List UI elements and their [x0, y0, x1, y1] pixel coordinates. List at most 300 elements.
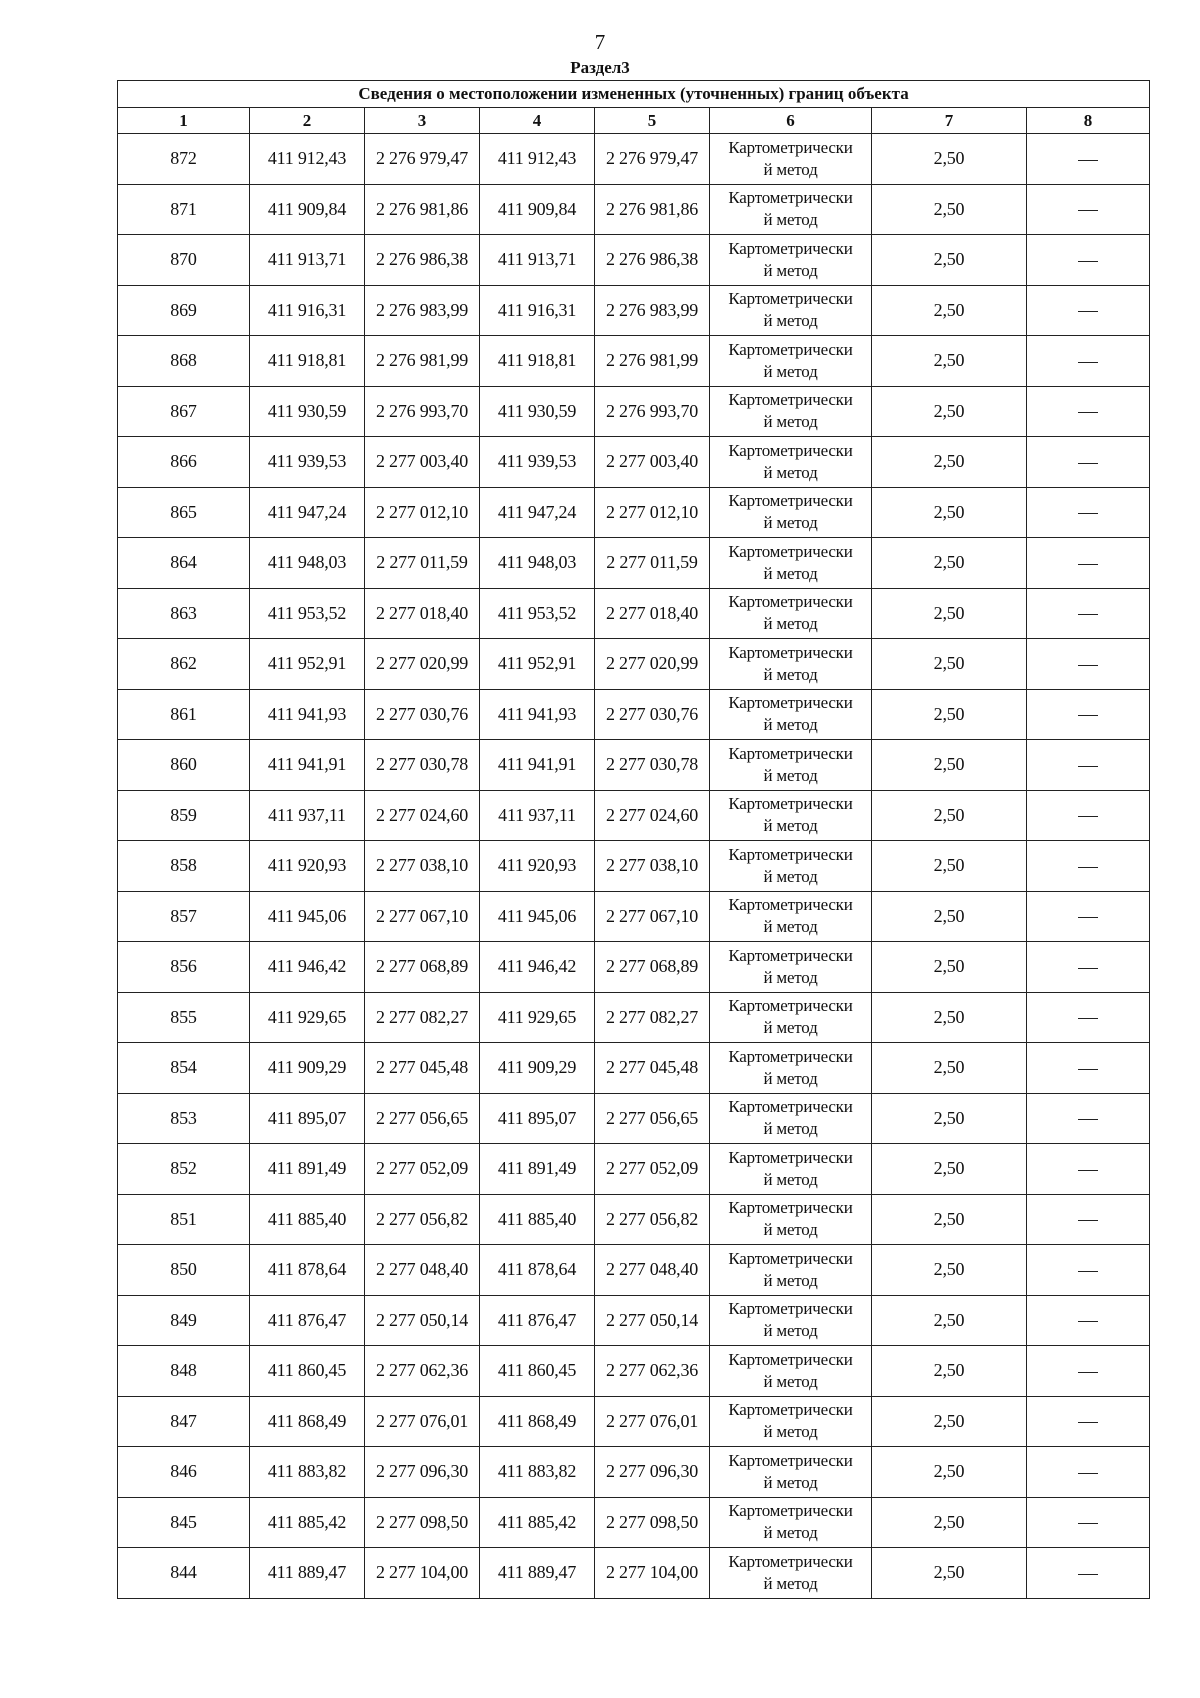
method-line-1: Картометрически	[728, 895, 853, 915]
note-cell	[1027, 588, 1150, 639]
table-row	[118, 437, 1150, 488]
method-cell	[710, 740, 872, 791]
method-line-2: й метод	[763, 816, 818, 836]
method-line-1: Картометрически	[728, 1299, 853, 1319]
method-line-1: Картометрически	[728, 1046, 853, 1066]
y-new-cell: 2 277 045,48	[595, 1043, 710, 1094]
note-cell	[1027, 1093, 1150, 1144]
y-new-cell: 2 277 076,01	[595, 1396, 710, 1447]
accuracy-cell: 2,50	[872, 1093, 1027, 1144]
accuracy-cell: 2,50	[872, 588, 1027, 639]
y-cell: 2 277 067,10	[365, 891, 480, 942]
method-line-2: й метод	[763, 260, 818, 280]
x-new-cell: 411 941,93	[480, 689, 595, 740]
method-line-1: Картометрически	[728, 945, 853, 965]
column-header: 6	[710, 108, 872, 134]
em-dash-icon	[1078, 1119, 1098, 1120]
x-new-cell: 411 912,43	[480, 134, 595, 185]
note-cell	[1027, 1245, 1150, 1296]
y-new-cell: 2 277 048,40	[595, 1245, 710, 1296]
y-cell: 2 277 056,65	[365, 1093, 480, 1144]
method-cell	[710, 891, 872, 942]
note-cell	[1027, 285, 1150, 336]
x-new-cell: 411 946,42	[480, 942, 595, 993]
method-line-2: й метод	[763, 210, 818, 230]
column-header: 5	[595, 108, 710, 134]
x-new-cell: 411 891,49	[480, 1144, 595, 1195]
point-id-cell: 846	[118, 1447, 250, 1498]
method-line-2: й метод	[763, 1270, 818, 1290]
em-dash-icon	[1078, 160, 1098, 161]
y-cell: 2 276 983,99	[365, 285, 480, 336]
x-cell: 411 895,07	[250, 1093, 365, 1144]
method-line-2: й метод	[763, 462, 818, 482]
table-caption: Сведения о местоположении измененных (уточненных) границ объекта	[118, 81, 1150, 108]
x-new-cell: 411 889,47	[480, 1548, 595, 1599]
x-new-cell: 411 939,53	[480, 437, 595, 488]
y-new-cell: 2 277 030,78	[595, 740, 710, 791]
x-new-cell: 411 920,93	[480, 841, 595, 892]
accuracy-cell: 2,50	[872, 740, 1027, 791]
y-cell: 2 277 030,76	[365, 689, 480, 740]
em-dash-icon	[1078, 513, 1098, 514]
table-row	[118, 1245, 1150, 1296]
table-body	[118, 134, 1150, 1599]
method-cell	[710, 992, 872, 1043]
x-cell: 411 948,03	[250, 538, 365, 589]
y-cell: 2 277 050,14	[365, 1295, 480, 1346]
x-cell: 411 883,82	[250, 1447, 365, 1498]
method-line-1: Картометрически	[728, 996, 853, 1016]
y-new-cell: 2 276 986,38	[595, 235, 710, 286]
y-new-cell: 2 277 050,14	[595, 1295, 710, 1346]
method-line-1: Картометрически	[728, 592, 853, 612]
y-new-cell: 2 277 018,40	[595, 588, 710, 639]
x-new-cell: 411 941,91	[480, 740, 595, 791]
y-new-cell: 2 277 068,89	[595, 942, 710, 993]
column-header: 8	[1027, 108, 1150, 134]
method-cell	[710, 1245, 872, 1296]
accuracy-cell: 2,50	[872, 639, 1027, 690]
em-dash-icon	[1078, 311, 1098, 312]
y-new-cell: 2 277 052,09	[595, 1144, 710, 1195]
x-new-cell: 411 945,06	[480, 891, 595, 942]
method-cell	[710, 184, 872, 235]
method-line-2: й метод	[763, 1573, 818, 1593]
point-id-cell: 871	[118, 184, 250, 235]
accuracy-cell: 2,50	[872, 1346, 1027, 1397]
accuracy-cell: 2,50	[872, 1396, 1027, 1447]
em-dash-icon	[1078, 1372, 1098, 1373]
method-line-1: Картометрически	[728, 390, 853, 410]
table-row	[118, 1043, 1150, 1094]
note-cell	[1027, 1548, 1150, 1599]
method-line-2: й метод	[763, 664, 818, 684]
accuracy-cell: 2,50	[872, 1295, 1027, 1346]
em-dash-icon	[1078, 715, 1098, 716]
em-dash-icon	[1078, 412, 1098, 413]
note-cell	[1027, 740, 1150, 791]
column-header: 2	[250, 108, 365, 134]
y-cell: 2 277 048,40	[365, 1245, 480, 1296]
method-cell	[710, 336, 872, 387]
method-cell	[710, 588, 872, 639]
point-id-cell: 862	[118, 639, 250, 690]
method-line-2: й метод	[763, 1169, 818, 1189]
y-cell: 2 276 979,47	[365, 134, 480, 185]
method-line-1: Картометрически	[728, 844, 853, 864]
table-row	[118, 841, 1150, 892]
table-row	[118, 285, 1150, 336]
method-cell	[710, 790, 872, 841]
point-id-cell: 856	[118, 942, 250, 993]
method-line-1: Картометрически	[728, 642, 853, 662]
note-cell	[1027, 1295, 1150, 1346]
method-line-2: й метод	[763, 311, 818, 331]
method-cell	[710, 1093, 872, 1144]
note-cell	[1027, 992, 1150, 1043]
method-line-1: Картометрически	[728, 743, 853, 763]
note-cell	[1027, 1043, 1150, 1094]
y-cell: 2 277 098,50	[365, 1497, 480, 1548]
table-row	[118, 1447, 1150, 1498]
method-cell	[710, 538, 872, 589]
accuracy-cell: 2,50	[872, 285, 1027, 336]
em-dash-icon	[1078, 867, 1098, 868]
point-id-cell: 853	[118, 1093, 250, 1144]
x-new-cell: 411 916,31	[480, 285, 595, 336]
x-cell: 411 941,91	[250, 740, 365, 791]
point-id-cell: 865	[118, 487, 250, 538]
column-header: 1	[118, 108, 250, 134]
column-header-row	[118, 108, 1150, 134]
em-dash-icon	[1078, 1170, 1098, 1171]
em-dash-icon	[1078, 210, 1098, 211]
x-cell: 411 912,43	[250, 134, 365, 185]
point-id-cell: 844	[118, 1548, 250, 1599]
y-cell: 2 277 030,78	[365, 740, 480, 791]
method-cell	[710, 487, 872, 538]
x-new-cell: 411 909,84	[480, 184, 595, 235]
y-new-cell: 2 277 098,50	[595, 1497, 710, 1548]
y-cell: 2 277 045,48	[365, 1043, 480, 1094]
em-dash-icon	[1078, 816, 1098, 817]
method-cell	[710, 437, 872, 488]
y-cell: 2 277 011,59	[365, 538, 480, 589]
em-dash-icon	[1078, 362, 1098, 363]
note-cell	[1027, 184, 1150, 235]
method-line-2: й метод	[763, 866, 818, 886]
method-line-1: Картометрически	[728, 1450, 853, 1470]
method-line-2: й метод	[763, 159, 818, 179]
note-cell	[1027, 1144, 1150, 1195]
accuracy-cell: 2,50	[872, 1548, 1027, 1599]
method-line-2: й метод	[763, 715, 818, 735]
y-new-cell: 2 276 983,99	[595, 285, 710, 336]
method-line-1: Картометрически	[728, 1551, 853, 1571]
x-new-cell: 411 878,64	[480, 1245, 595, 1296]
x-cell: 411 952,91	[250, 639, 365, 690]
accuracy-cell: 2,50	[872, 1497, 1027, 1548]
method-cell	[710, 134, 872, 185]
x-cell: 411 939,53	[250, 437, 365, 488]
table-row	[118, 790, 1150, 841]
y-cell: 2 277 062,36	[365, 1346, 480, 1397]
method-line-2: й метод	[763, 1321, 818, 1341]
boundary-table	[117, 80, 1150, 1599]
method-line-2: й метод	[763, 513, 818, 533]
method-line-2: й метод	[763, 361, 818, 381]
accuracy-cell: 2,50	[872, 841, 1027, 892]
method-line-2: й метод	[763, 614, 818, 634]
method-line-1: Картометрически	[728, 339, 853, 359]
x-new-cell: 411 948,03	[480, 538, 595, 589]
em-dash-icon	[1078, 1473, 1098, 1474]
y-cell: 2 277 068,89	[365, 942, 480, 993]
table-row	[118, 184, 1150, 235]
column-header: 7	[872, 108, 1027, 134]
method-cell	[710, 1447, 872, 1498]
x-new-cell: 411 913,71	[480, 235, 595, 286]
table-row	[118, 1194, 1150, 1245]
x-new-cell: 411 930,59	[480, 386, 595, 437]
point-id-cell: 848	[118, 1346, 250, 1397]
y-cell: 2 276 993,70	[365, 386, 480, 437]
point-id-cell: 850	[118, 1245, 250, 1296]
method-cell	[710, 689, 872, 740]
y-cell: 2 277 076,01	[365, 1396, 480, 1447]
table-row	[118, 1144, 1150, 1195]
method-line-1: Картометрически	[728, 794, 853, 814]
method-cell	[710, 235, 872, 286]
x-new-cell: 411 953,52	[480, 588, 595, 639]
point-id-cell: 872	[118, 134, 250, 185]
y-new-cell: 2 277 012,10	[595, 487, 710, 538]
x-cell: 411 946,42	[250, 942, 365, 993]
x-cell: 411 918,81	[250, 336, 365, 387]
y-cell: 2 277 024,60	[365, 790, 480, 841]
method-line-1: Картометрически	[728, 491, 853, 511]
accuracy-cell: 2,50	[872, 1447, 1027, 1498]
method-cell	[710, 1396, 872, 1447]
note-cell	[1027, 235, 1150, 286]
note-cell	[1027, 639, 1150, 690]
accuracy-cell: 2,50	[872, 184, 1027, 235]
accuracy-cell: 2,50	[872, 235, 1027, 286]
x-cell: 411 945,06	[250, 891, 365, 942]
y-new-cell: 2 277 056,65	[595, 1093, 710, 1144]
table-row	[118, 336, 1150, 387]
y-new-cell: 2 277 056,82	[595, 1194, 710, 1245]
x-cell: 411 929,65	[250, 992, 365, 1043]
y-new-cell: 2 276 979,47	[595, 134, 710, 185]
method-line-2: й метод	[763, 1119, 818, 1139]
y-cell: 2 277 018,40	[365, 588, 480, 639]
method-line-1: Картометрически	[728, 541, 853, 561]
method-cell	[710, 1497, 872, 1548]
method-line-2: й метод	[763, 967, 818, 987]
y-new-cell: 2 276 993,70	[595, 386, 710, 437]
accuracy-cell: 2,50	[872, 891, 1027, 942]
x-new-cell: 411 883,82	[480, 1447, 595, 1498]
y-new-cell: 2 277 003,40	[595, 437, 710, 488]
x-new-cell: 411 947,24	[480, 487, 595, 538]
method-line-2: й метод	[763, 1018, 818, 1038]
method-line-2: й метод	[763, 1523, 818, 1543]
method-line-2: й метод	[763, 917, 818, 937]
accuracy-cell: 2,50	[872, 1194, 1027, 1245]
point-id-cell: 863	[118, 588, 250, 639]
x-cell: 411 860,45	[250, 1346, 365, 1397]
method-line-2: й метод	[763, 1472, 818, 1492]
x-cell: 411 913,71	[250, 235, 365, 286]
point-id-cell: 854	[118, 1043, 250, 1094]
point-id-cell: 868	[118, 336, 250, 387]
accuracy-cell: 2,50	[872, 1245, 1027, 1296]
table-row	[118, 1093, 1150, 1144]
table-row	[118, 639, 1150, 690]
method-cell	[710, 841, 872, 892]
method-cell	[710, 1295, 872, 1346]
y-new-cell: 2 277 030,76	[595, 689, 710, 740]
table-row	[118, 1396, 1150, 1447]
x-cell: 411 889,47	[250, 1548, 365, 1599]
y-new-cell: 2 276 981,99	[595, 336, 710, 387]
y-cell: 2 277 020,99	[365, 639, 480, 690]
method-cell	[710, 1043, 872, 1094]
table-row	[118, 487, 1150, 538]
method-line-1: Картометрически	[728, 1400, 853, 1420]
x-cell: 411 916,31	[250, 285, 365, 336]
method-line-1: Картометрически	[728, 1501, 853, 1521]
x-cell: 411 937,11	[250, 790, 365, 841]
accuracy-cell: 2,50	[872, 790, 1027, 841]
table-row	[118, 942, 1150, 993]
note-cell	[1027, 1497, 1150, 1548]
method-cell	[710, 386, 872, 437]
note-cell	[1027, 942, 1150, 993]
x-cell: 411 885,40	[250, 1194, 365, 1245]
method-line-1: Картометрически	[728, 1147, 853, 1167]
note-cell	[1027, 841, 1150, 892]
x-new-cell: 411 918,81	[480, 336, 595, 387]
page-number: 7	[594, 30, 606, 54]
note-cell	[1027, 386, 1150, 437]
table-row	[118, 689, 1150, 740]
y-cell: 2 277 082,27	[365, 992, 480, 1043]
note-cell	[1027, 336, 1150, 387]
y-cell: 2 276 981,86	[365, 184, 480, 235]
y-new-cell: 2 277 096,30	[595, 1447, 710, 1498]
em-dash-icon	[1078, 1069, 1098, 1070]
x-new-cell: 411 909,29	[480, 1043, 595, 1094]
method-cell	[710, 1144, 872, 1195]
x-cell: 411 953,52	[250, 588, 365, 639]
accuracy-cell: 2,50	[872, 437, 1027, 488]
em-dash-icon	[1078, 968, 1098, 969]
note-cell	[1027, 437, 1150, 488]
point-id-cell: 847	[118, 1396, 250, 1447]
x-cell: 411 878,64	[250, 1245, 365, 1296]
em-dash-icon	[1078, 917, 1098, 918]
column-header: 4	[480, 108, 595, 134]
y-cell: 2 277 003,40	[365, 437, 480, 488]
y-new-cell: 2 277 104,00	[595, 1548, 710, 1599]
note-cell	[1027, 1396, 1150, 1447]
note-cell	[1027, 1447, 1150, 1498]
method-line-1: Картометрически	[728, 188, 853, 208]
em-dash-icon	[1078, 1271, 1098, 1272]
point-id-cell: 867	[118, 386, 250, 437]
x-cell: 411 885,42	[250, 1497, 365, 1548]
method-line-2: й метод	[763, 1422, 818, 1442]
x-new-cell: 411 952,91	[480, 639, 595, 690]
x-new-cell: 411 876,47	[480, 1295, 595, 1346]
x-new-cell: 411 868,49	[480, 1396, 595, 1447]
method-line-2: й метод	[763, 1220, 818, 1240]
y-new-cell: 2 277 011,59	[595, 538, 710, 589]
y-new-cell: 2 277 020,99	[595, 639, 710, 690]
x-cell: 411 930,59	[250, 386, 365, 437]
method-line-1: Картометрически	[728, 1248, 853, 1268]
table-row	[118, 1295, 1150, 1346]
accuracy-cell: 2,50	[872, 487, 1027, 538]
point-id-cell: 861	[118, 689, 250, 740]
note-cell	[1027, 1194, 1150, 1245]
y-new-cell: 2 276 981,86	[595, 184, 710, 235]
note-cell	[1027, 790, 1150, 841]
table-row	[118, 235, 1150, 286]
section-title: Раздел3	[570, 58, 630, 77]
y-cell: 2 277 104,00	[365, 1548, 480, 1599]
x-new-cell: 411 937,11	[480, 790, 595, 841]
em-dash-icon	[1078, 1523, 1098, 1524]
accuracy-cell: 2,50	[872, 1043, 1027, 1094]
method-line-1: Картометрически	[728, 289, 853, 309]
method-cell	[710, 285, 872, 336]
accuracy-cell: 2,50	[872, 942, 1027, 993]
method-line-1: Картометрически	[728, 1349, 853, 1369]
point-id-cell: 849	[118, 1295, 250, 1346]
method-cell	[710, 1346, 872, 1397]
point-id-cell: 858	[118, 841, 250, 892]
note-cell	[1027, 689, 1150, 740]
em-dash-icon	[1078, 261, 1098, 262]
y-new-cell: 2 277 062,36	[595, 1346, 710, 1397]
point-id-cell: 855	[118, 992, 250, 1043]
table-row	[118, 588, 1150, 639]
y-new-cell: 2 277 082,27	[595, 992, 710, 1043]
table-row	[118, 891, 1150, 942]
table-row	[118, 1548, 1150, 1599]
accuracy-cell: 2,50	[872, 386, 1027, 437]
method-line-1: Картометрически	[728, 440, 853, 460]
em-dash-icon	[1078, 1574, 1098, 1575]
y-cell: 2 277 096,30	[365, 1447, 480, 1498]
method-line-1: Картометрически	[728, 1198, 853, 1218]
em-dash-icon	[1078, 1321, 1098, 1322]
x-new-cell: 411 929,65	[480, 992, 595, 1043]
method-cell	[710, 1194, 872, 1245]
x-cell: 411 909,29	[250, 1043, 365, 1094]
y-cell: 2 277 056,82	[365, 1194, 480, 1245]
accuracy-cell: 2,50	[872, 1144, 1027, 1195]
y-cell: 2 276 981,99	[365, 336, 480, 387]
y-new-cell: 2 277 067,10	[595, 891, 710, 942]
note-cell	[1027, 134, 1150, 185]
point-id-cell: 851	[118, 1194, 250, 1245]
table-row	[118, 740, 1150, 791]
